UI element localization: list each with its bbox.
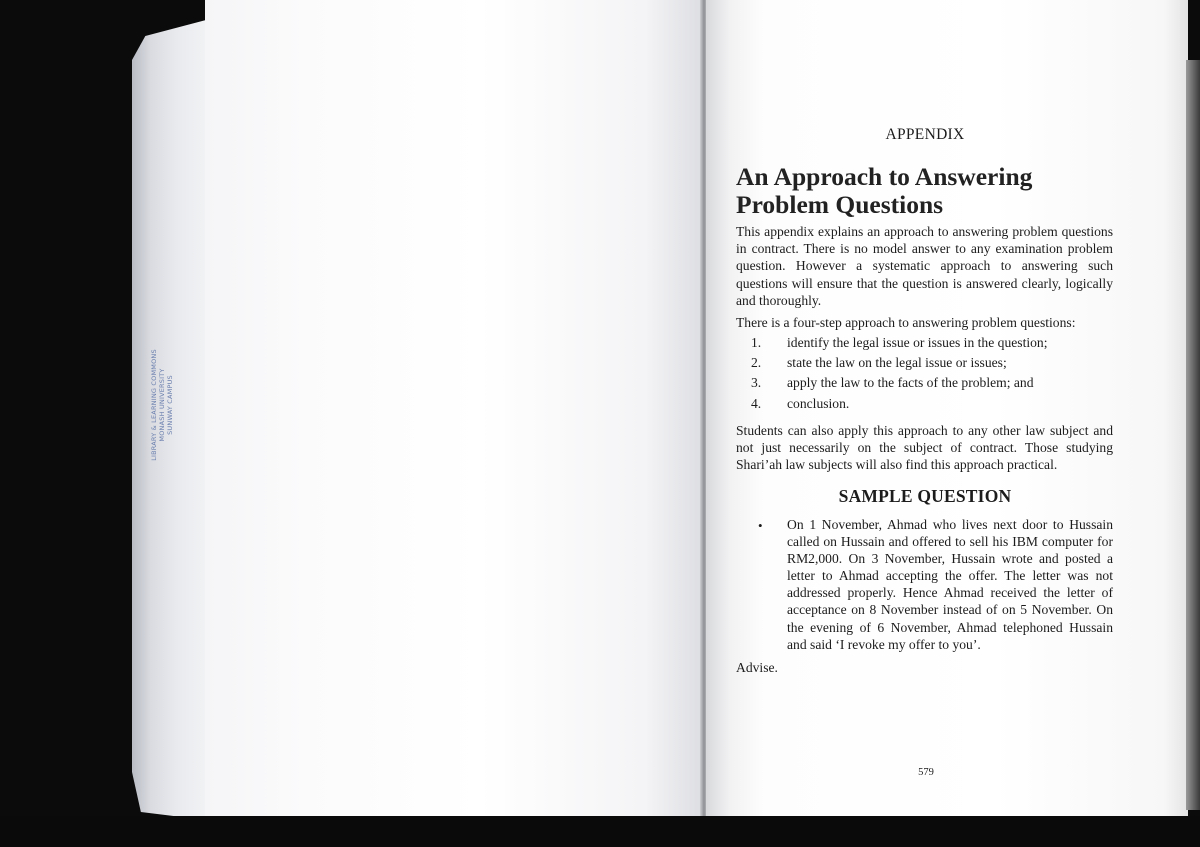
advise-text: Advise.	[736, 660, 778, 675]
left-page-blank	[205, 0, 705, 818]
step-number: 1.	[751, 335, 762, 350]
list-item	[736, 373, 1114, 393]
step-text: conclusion.	[787, 395, 850, 411]
list-item	[736, 394, 1114, 414]
page-title	[736, 163, 1114, 219]
intro-paragraph: This appendix explains an approach to answering problem questions in contract. There is no model answer to any examination problem question. However a systematic approach to answering such questions will ensure that the question is answered clearly, logically and thoroughly.	[736, 224, 1113, 308]
stamp-line: MONASH UNIVERSITY	[158, 368, 166, 442]
steps-list	[736, 333, 1114, 414]
closing-paragraph: Students can also apply this approach to any other law subject and not just necessarily on the subject of contract. Those studying Shari’ah law subjects will also find this approach practical.	[736, 423, 1113, 473]
step-number: 4.	[751, 395, 762, 411]
list-item	[736, 353, 1114, 373]
title-line-2: Problem Questions	[736, 190, 944, 219]
step-number: 3.	[751, 375, 762, 391]
steps-intro-paragraph: There is a four-step approach to answering problem questions:	[736, 315, 1076, 330]
step-text: state the law on the legal issue or issues;	[787, 355, 1007, 371]
stamp-line: LIBRARY & LEARNING COMMONS	[150, 349, 158, 461]
appendix-label: APPENDIX	[885, 126, 965, 143]
right-page-edge	[1186, 60, 1200, 810]
bullet-icon: •	[758, 518, 763, 533]
title-line-1: An Approach to Answering	[736, 162, 1033, 191]
page-number: 579	[918, 767, 934, 778]
stamp-line: SUNWAY CAMPUS	[166, 375, 174, 435]
library-stamp	[150, 330, 174, 480]
step-text: apply the law to the facts of the problem; and	[787, 375, 1034, 391]
step-number: 2.	[751, 355, 762, 371]
list-item	[736, 333, 1114, 353]
step-text: identify the legal issue or issues in the question;	[787, 335, 1048, 350]
scan-bottom-shadow	[0, 816, 1200, 847]
sample-question-text: On 1 November, Ahmad who lives next door to Hussain called on Hussain and offered to sell his IBM computer for RM2,000. On 3 November, Hussain wrote and posted a letter to Ahmad accepting the offer. The letter was not addressed properly. Hence Ahmad received the letter of acceptance on 8 November instead of on 5 November. On the evening of 6 November, Ahmad telephoned Hussain and said ‘I revoke my offer to you’.	[787, 517, 1113, 652]
sample-question-heading: SAMPLE QUESTION	[838, 486, 1012, 506]
